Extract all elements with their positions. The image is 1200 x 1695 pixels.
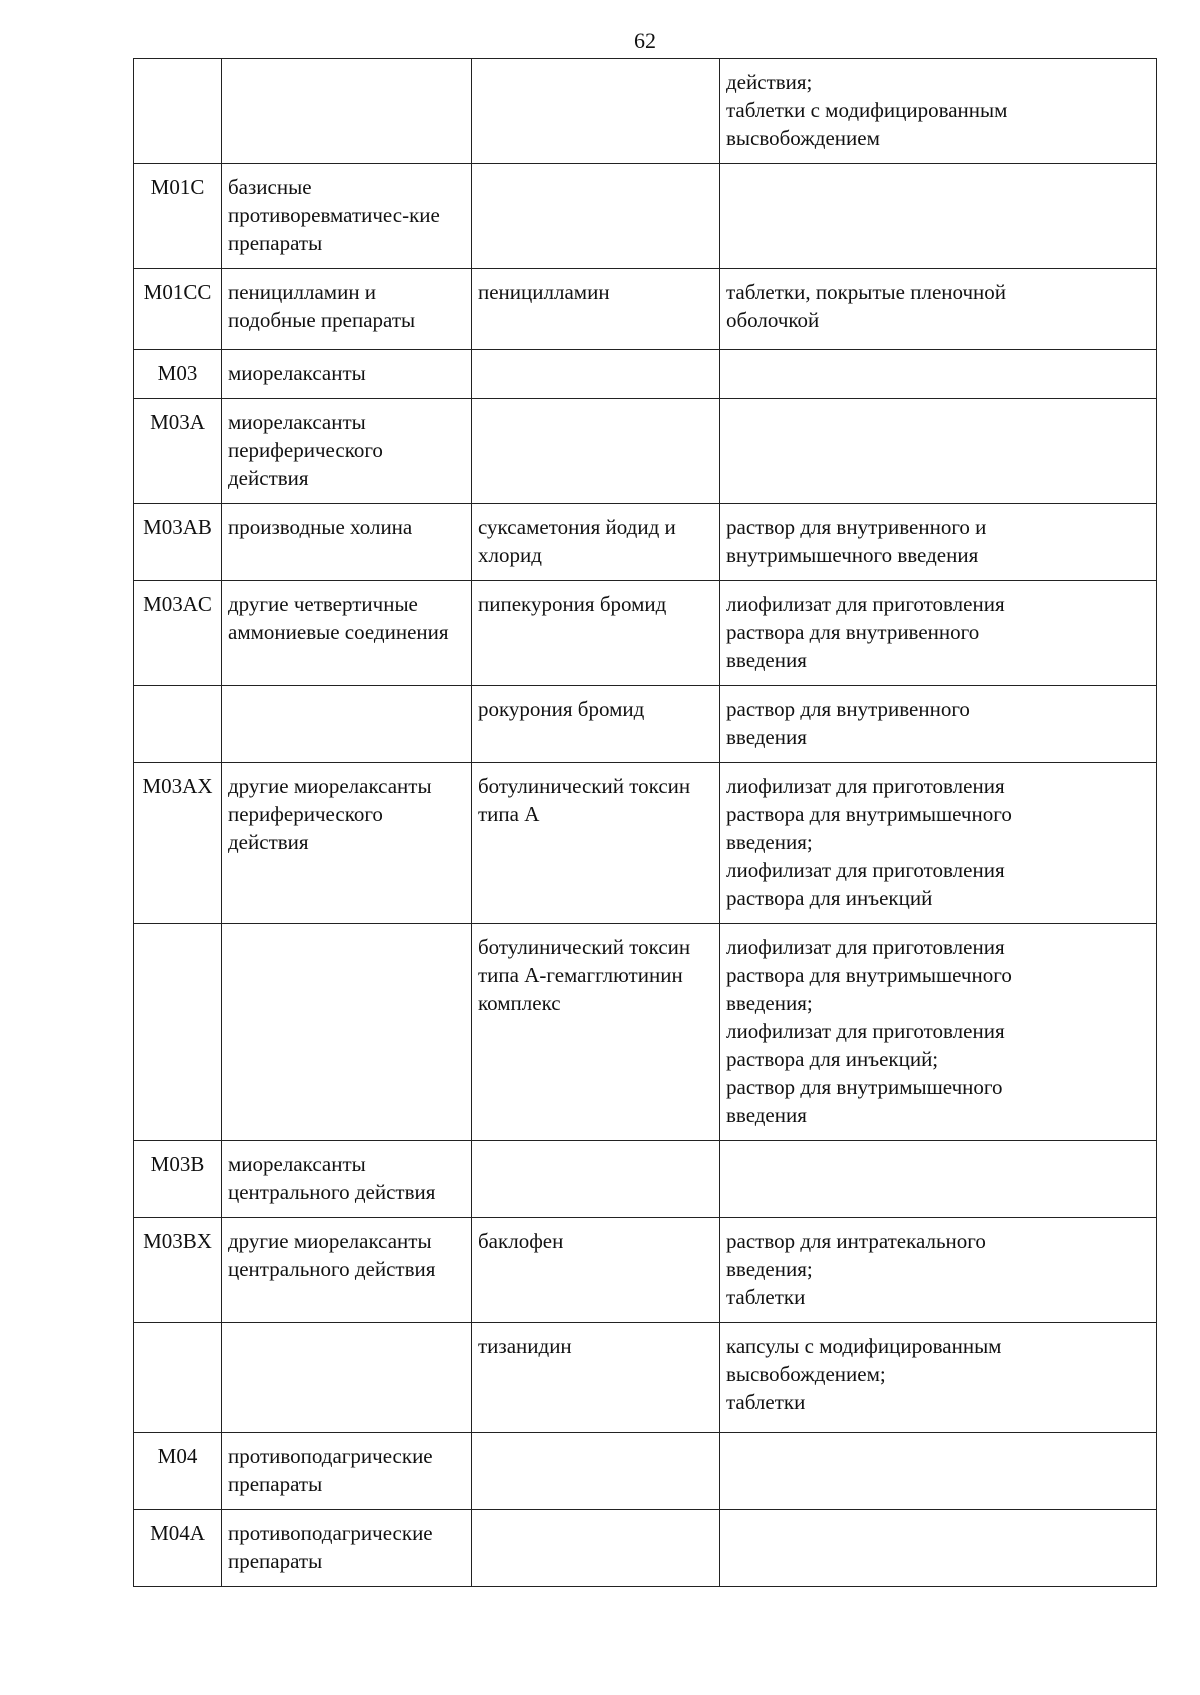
- substance-line: ботулинический токсин: [478, 935, 691, 959]
- group-name-line: препараты: [228, 1549, 323, 1573]
- group-name-cell: [222, 59, 472, 164]
- group-name-line: базисные: [228, 175, 312, 199]
- dosage-form-cell: [720, 269, 1157, 350]
- dosage-form-line: введения;: [726, 1257, 813, 1281]
- substance-cell: [472, 1323, 720, 1433]
- substance-cell: [472, 504, 720, 581]
- atc-code-cell: M03BX: [134, 1218, 222, 1323]
- table-row: [134, 164, 1157, 269]
- dosage-form-line: лиофилизат для приготовления: [726, 935, 1005, 959]
- group-name-cell: [222, 1218, 472, 1323]
- group-name-line: другие миорелаксанты: [228, 774, 432, 798]
- group-name-cell: [222, 1433, 472, 1510]
- group-name-line: препараты: [228, 1472, 323, 1496]
- dosage-form-line: лиофилизат для приготовления: [726, 592, 1005, 616]
- table-row: [134, 59, 1157, 164]
- group-name-line: препараты: [228, 231, 323, 255]
- dosage-form-line: высвобождением;: [726, 1362, 886, 1386]
- dosage-form-line: высвобождением: [726, 126, 880, 150]
- dosage-form-cell: [720, 763, 1157, 924]
- dosage-form-line: таблетки с модифицированным: [726, 98, 1008, 122]
- dosage-form-cell: [720, 59, 1157, 164]
- atc-code-cell: [134, 686, 222, 763]
- table-row: [134, 1433, 1157, 1510]
- dosage-form-line: введения: [726, 725, 807, 749]
- dosage-form-line: капсулы с модифицированным: [726, 1334, 1002, 1358]
- atc-code-cell: [134, 1323, 222, 1433]
- table-row: [134, 686, 1157, 763]
- substance-line: пеницилламин: [478, 280, 610, 304]
- dosage-form-line: таблетки: [726, 1390, 806, 1414]
- atc-code-cell: M03AX: [134, 763, 222, 924]
- dosage-form-line: таблетки: [726, 1285, 806, 1309]
- substance-cell: [472, 581, 720, 686]
- dosage-form-line: лиофилизат для приготовления: [726, 1019, 1005, 1043]
- substance-line: тизанидин: [478, 1334, 572, 1358]
- substance-cell: [472, 924, 720, 1141]
- dosage-form-line: раствора для внутримышечного: [726, 963, 1012, 987]
- dosage-form-line: раствора для инъекций;: [726, 1047, 939, 1071]
- atc-code-cell: M03AC: [134, 581, 222, 686]
- substance-line: типа А: [478, 802, 540, 826]
- dosage-form-line: раствор для интратекального: [726, 1229, 986, 1253]
- dosage-form-cell: [720, 164, 1157, 269]
- group-name-cell: [222, 350, 472, 399]
- substance-cell: [472, 1141, 720, 1218]
- table-row: [134, 1323, 1157, 1433]
- group-name-line: подобные препараты: [228, 308, 416, 332]
- dosage-form-cell: [720, 581, 1157, 686]
- substance-cell: [472, 1218, 720, 1323]
- atc-code-cell: M03A: [134, 399, 222, 504]
- group-name-line: противоревматичес-кие: [228, 203, 440, 227]
- table-row: [134, 924, 1157, 1141]
- group-name-line: противоподагрические: [228, 1521, 433, 1545]
- dosage-form-line: раствор для внутривенного и: [726, 515, 987, 539]
- atc-code-cell: M01CC: [134, 269, 222, 350]
- substance-cell: [472, 763, 720, 924]
- substance-line: рокурония бромид: [478, 697, 645, 721]
- substance-line: хлорид: [478, 543, 542, 567]
- atc-code-cell: M04: [134, 1433, 222, 1510]
- group-name-cell: [222, 1510, 472, 1587]
- group-name-line: периферического: [228, 802, 383, 826]
- substance-line: комплекс: [478, 991, 561, 1015]
- dosage-form-cell: [720, 504, 1157, 581]
- substance-line: суксаметония йодид и: [478, 515, 676, 539]
- group-name-line: другие миорелаксанты: [228, 1229, 432, 1253]
- group-name-cell: [222, 581, 472, 686]
- group-name-cell: [222, 504, 472, 581]
- substance-cell: [472, 686, 720, 763]
- group-name-line: производные холина: [228, 515, 413, 539]
- dosage-form-cell: [720, 1433, 1157, 1510]
- dosage-form-cell: [720, 686, 1157, 763]
- table-row: [134, 1141, 1157, 1218]
- group-name-cell: [222, 1141, 472, 1218]
- atc-code-cell: M03: [134, 350, 222, 399]
- table-row: [134, 269, 1157, 350]
- page-number: 62: [634, 28, 656, 53]
- dosage-form-line: введения;: [726, 830, 813, 854]
- substance-line: баклофен: [478, 1229, 564, 1253]
- dosage-form-line: внутримышечного введения: [726, 543, 979, 567]
- table-row: [134, 504, 1157, 581]
- group-name-line: миорелаксанты: [228, 361, 366, 385]
- substance-cell: [472, 1510, 720, 1587]
- table-body: [134, 59, 1157, 1587]
- table-row: [134, 1218, 1157, 1323]
- group-name-line: периферического: [228, 438, 383, 462]
- group-name-line: другие четвертичные: [228, 592, 418, 616]
- group-name-line: действия: [228, 466, 309, 490]
- table-row: [134, 581, 1157, 686]
- table-row: [134, 350, 1157, 399]
- dosage-form-line: раствора для инъекций: [726, 886, 933, 910]
- table-row: [134, 1510, 1157, 1587]
- substance-line: ботулинический токсин: [478, 774, 691, 798]
- atc-code-cell: M04A: [134, 1510, 222, 1587]
- group-name-line: миорелаксанты: [228, 410, 366, 434]
- atc-code-cell: [134, 924, 222, 1141]
- atc-code-cell: [134, 59, 222, 164]
- substance-cell: [472, 164, 720, 269]
- group-name-line: центрального действия: [228, 1180, 436, 1204]
- dosage-form-cell: [720, 924, 1157, 1141]
- substance-cell: [472, 59, 720, 164]
- group-name-line: центрального действия: [228, 1257, 436, 1281]
- group-name-cell: [222, 686, 472, 763]
- substance-line: пипекурония бромид: [478, 592, 667, 616]
- dosage-form-line: введения: [726, 648, 807, 672]
- table-row: [134, 763, 1157, 924]
- atc-code-cell: M03AB: [134, 504, 222, 581]
- group-name-line: аммониевые соединения: [228, 620, 449, 644]
- dosage-form-cell: [720, 399, 1157, 504]
- dosage-form-cell: [720, 1218, 1157, 1323]
- substance-cell: [472, 269, 720, 350]
- dosage-form-line: лиофилизат для приготовления: [726, 858, 1005, 882]
- group-name-line: пеницилламин и: [228, 280, 377, 304]
- dosage-form-line: таблетки, покрытые пленочной: [726, 280, 1007, 304]
- atc-code-cell: M01C: [134, 164, 222, 269]
- substance-cell: [472, 399, 720, 504]
- group-name-line: противоподагрические: [228, 1444, 433, 1468]
- substance-cell: [472, 1433, 720, 1510]
- dosage-form-cell: [720, 1510, 1157, 1587]
- group-name-line: миорелаксанты: [228, 1152, 366, 1176]
- drug-table: [133, 58, 1157, 1587]
- dosage-form-line: раствора для внутримышечного: [726, 802, 1012, 826]
- group-name-cell: [222, 164, 472, 269]
- dosage-form-line: раствор для внутримышечного: [726, 1075, 1003, 1099]
- dosage-form-line: действия;: [726, 70, 813, 94]
- group-name-cell: [222, 269, 472, 350]
- table-row: [134, 399, 1157, 504]
- group-name-line: действия: [228, 830, 309, 854]
- dosage-form-line: введения: [726, 1103, 807, 1127]
- group-name-cell: [222, 763, 472, 924]
- dosage-form-line: оболочкой: [726, 308, 820, 332]
- dosage-form-line: раствора для внутривенного: [726, 620, 980, 644]
- dosage-form-cell: [720, 350, 1157, 399]
- dosage-form-line: введения;: [726, 991, 813, 1015]
- atc-code-cell: M03B: [134, 1141, 222, 1218]
- group-name-cell: [222, 399, 472, 504]
- substance-cell: [472, 350, 720, 399]
- dosage-form-line: лиофилизат для приготовления: [726, 774, 1005, 798]
- dosage-form-line: раствор для внутривенного: [726, 697, 970, 721]
- dosage-form-cell: [720, 1323, 1157, 1433]
- substance-line: типа А-гемагглютинин: [478, 963, 683, 987]
- group-name-cell: [222, 1323, 472, 1433]
- group-name-cell: [222, 924, 472, 1141]
- dosage-form-cell: [720, 1141, 1157, 1218]
